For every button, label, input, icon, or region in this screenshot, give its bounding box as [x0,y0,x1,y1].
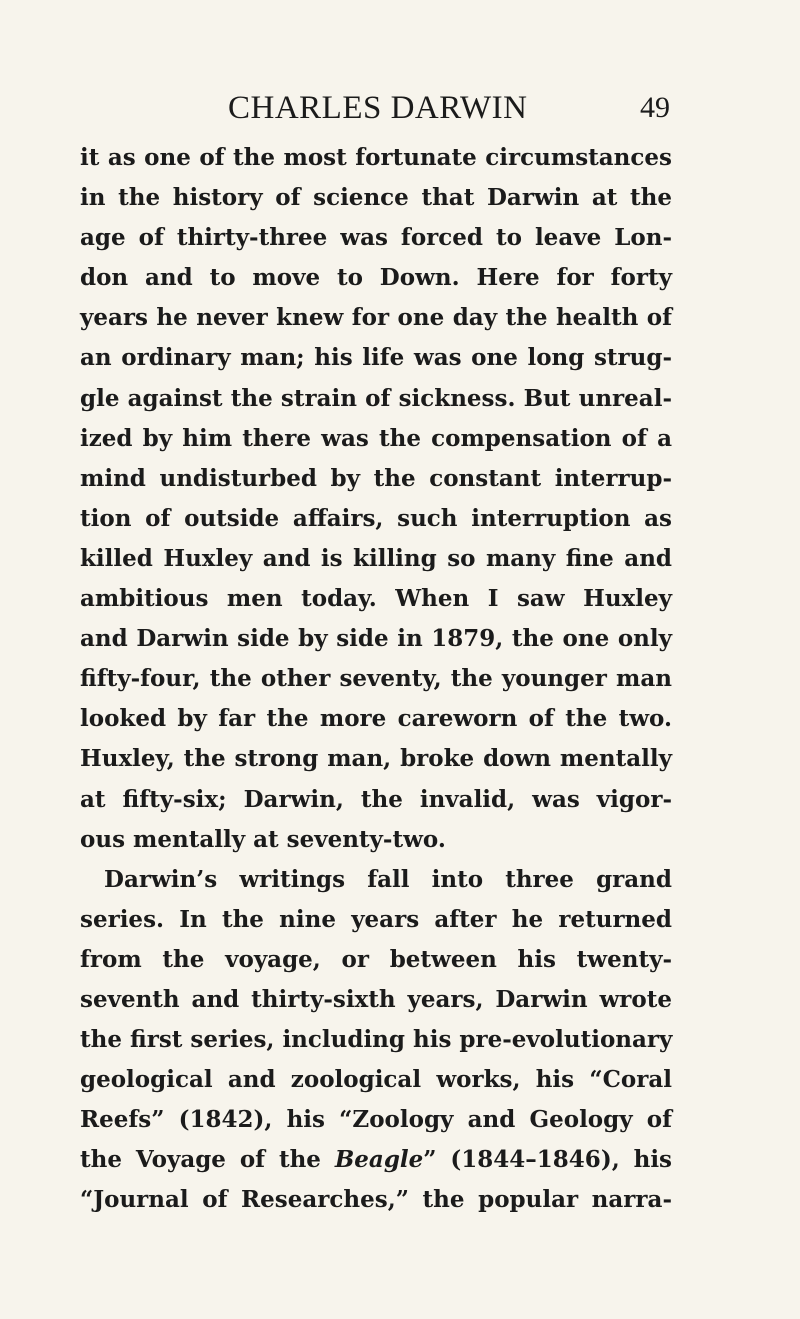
body-text [80,138,672,1221]
text-line: series. In the nine years after he returned [80,905,672,933]
text-line: in the history of science that Darwin at the [80,184,672,212]
text-line: tion of outside affairs, such interruption as [80,504,672,532]
paragraph-1 [80,138,672,860]
text-line: years he never knew for one day the health of [80,304,672,332]
text-line: looked by far the more careworn of the two. [80,705,672,733]
ship-name-italic: Beagle [334,1146,424,1174]
text-line: mind undisturbed by the constant interrup- [80,464,672,492]
text-line: geological and zoological works, his “Coral [80,1066,672,1094]
text-line: age of thirty-three was forced to leave Lon- [80,224,672,252]
text-segment: ” (1844–1846), his [423,1146,673,1174]
text-line: Reefs” (1842), his “Zoology and Geology of [80,1106,672,1134]
text-line-with-italic [80,1140,672,1180]
text-line: ous mentally at seventy-two. [80,825,446,853]
text-line: Huxley, the strong man, broke down mentally [80,745,672,773]
text-line: “Journal of Researches,” the popular narra- [80,1186,672,1214]
text-line: don and to move to Down. Here for forty [80,264,672,292]
text-line: the first series, including his pre-evolutionary [80,1026,673,1054]
text-segment: the Voyage of the [80,1146,335,1174]
text-line: killed Huxley and is killing so many fine and [80,544,672,572]
text-line: from the voyage, or between his twenty- [80,945,672,973]
page-number: 49 [640,91,670,124]
text-line: and Darwin side by side in 1879, the one only [80,625,672,653]
text-line: an ordinary man; his life was one long strug- [80,344,672,372]
page-header [0,88,800,128]
text-line: it as one of the most fortunate circumstances [80,144,672,171]
text-line: Darwin’s writings fall into three grand [104,865,672,893]
text-line: fifty-four, the other seventy, the younger man [80,665,672,693]
text-line: ized by him there was the compensation of a [80,424,672,452]
text-line: gle against the strain of sickness. But unreal- [80,384,672,412]
text-line: at fifty-six; Darwin, the invalid, was vigor- [80,785,672,813]
paragraph-2 [80,860,672,1221]
text-line: seventh and thirty-sixth years, Darwin wrote [80,985,672,1013]
text-line: ambitious men today. When I saw Huxley [80,585,672,613]
running-head: CHARLES DARWIN [228,90,528,126]
